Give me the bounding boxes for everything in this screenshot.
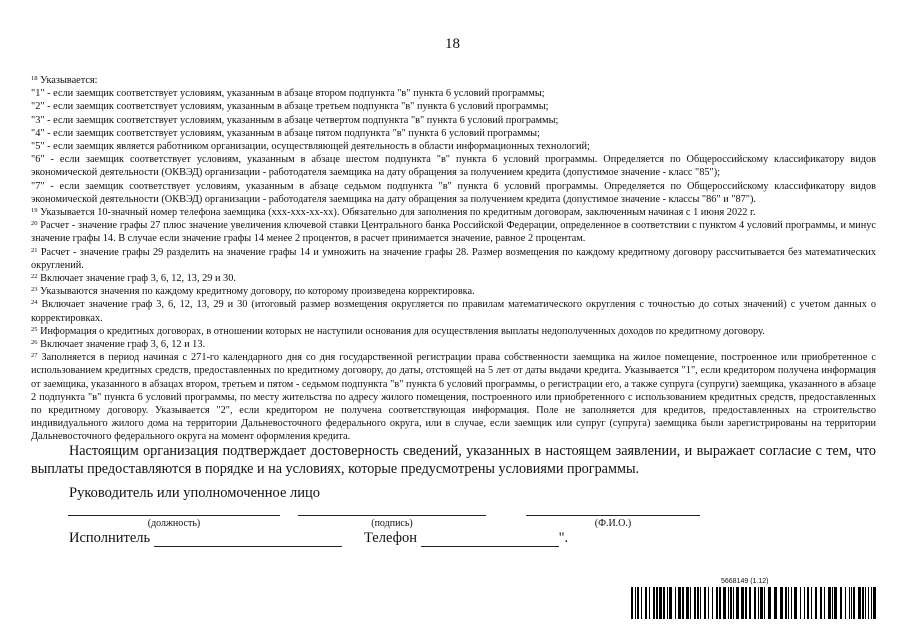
footnote — [31, 298, 876, 324]
footnote — [31, 272, 876, 285]
barcode — [631, 587, 877, 619]
footnote-text: Расчет - значение графы 27 плюс значение увеличения ключевой ставки Центрального банка Российской Федерации, определенное в соответствии с пунктом 4 условий программы, и минус значение графы 14. В случае если значение графы 14 менее 2 процентов, в расчет принимается значение, равное 2 процентам. — [31, 220, 877, 245]
confirmation-statement: Настоящим организация подтверждает достоверность сведений, указанных в настоящем заявлении, и выражает согласие с тем, что выплаты предоставляются в порядке и на условиях, которые предусмотрены условиями программы. — [31, 443, 876, 477]
footnote-mark: 22 — [31, 273, 38, 281]
name-line — [526, 515, 700, 516]
footnote-text: Информация о кредитных договорах, в отношении которых не наступили основания для осуществления выплаты недополученных доходов по кредитному договору. — [40, 325, 765, 337]
footnote-text: "5" - если заемщик является работником организации, осуществляющей деятельность в области информационных технологий; — [31, 141, 590, 153]
footnote — [31, 140, 876, 153]
footnote-mark: 24 — [31, 299, 38, 307]
footnote-mark: 20 — [31, 220, 38, 228]
footnote-text: Указывается 10-значный номер телефона заемщика (ххх-ххх-хх-хх). Обязательно для заполнения по кредитным договорам, заключенным начиная с 1 июня 2022 г. — [40, 207, 756, 219]
footnote — [31, 100, 876, 113]
footnote — [31, 219, 876, 245]
footnote-text: Включает значение граф 3, 6, 12 и 13. — [40, 339, 206, 351]
page-number: 18 — [445, 36, 460, 52]
footnote-mark: 27 — [31, 352, 38, 360]
position-line — [68, 515, 280, 516]
footnote — [31, 153, 876, 179]
footnote-text: Включает значение граф 3, 6, 12, 13, 29 и 30. — [40, 273, 236, 285]
footnote — [31, 114, 876, 127]
footnote-text: "4" - если заемщик соответствует условиям, указанным в абзаце пятом подпункта "в" пункта 6 условий программы; — [31, 127, 540, 139]
footnote-text: "7" - если заемщик соответствует условиям, указанным в абзаце седьмом подпункта "в" пункта 6 условий программы. Определяется по Общероссийскому классификатору видов экономической деятельности (ОКВЭД) организации - работодателя заемщика на дату обращения за получением кредита (допустимое значение - классы "86" и "87"). — [31, 180, 876, 205]
footnote-mark: 26 — [31, 339, 38, 347]
footnote-mark: 21 — [31, 246, 38, 254]
footnote — [31, 325, 876, 338]
phone-suffix: ". — [558, 530, 569, 546]
footnote-text: "6" - если заемщик соответствует условиям, указанным в абзаце шестом подпункта "в" пункта 6 условий программы. Определяется по Общероссийскому классификатору видов экономической деятельности (ОКВЭД) организации - работодателя заемщика на дату обращения за получением кредита (допустимое значение - класс "85"); — [31, 154, 876, 179]
footnote — [31, 180, 876, 206]
footnote-text: Указываются значения по каждому кредитному договору, по которому произведена корректировка. — [40, 286, 475, 298]
phone-label: Телефон — [364, 530, 417, 546]
barcode-number: 5668149 (1.12) — [721, 578, 769, 585]
footnote — [31, 246, 876, 272]
footnote-mark: 23 — [31, 286, 38, 294]
phone-line — [421, 532, 559, 547]
footnote-mark: 19 — [31, 207, 38, 215]
footnote — [31, 206, 876, 219]
executor-line — [154, 532, 342, 547]
footnote-text: Указывается: — [40, 75, 98, 86]
footnote — [31, 285, 876, 298]
footnote-text: "3" - если заемщик соответствует условиям, указанным в абзаце четвертом подпункта "в" пункта 6 условий программы; — [31, 114, 559, 126]
signature-caption: (подпись) — [371, 518, 413, 529]
signature-line — [298, 515, 486, 516]
footnote-text: "2" - если заемщик соответствует условиям, указанным в абзаце третьем подпункта "в" пункта 6 условий программы; — [31, 101, 549, 113]
footnote-mark: 25 — [31, 325, 38, 333]
footnote — [31, 351, 876, 443]
footnote-text: Расчет - значение графы 29 разделить на значение графы 14 и умножить на значение графы 28. Размер возмещения по каждому кредитному договору рассчитывается без математических округлений. — [31, 246, 876, 271]
footnote — [31, 74, 876, 87]
position-caption: (должность) — [147, 518, 201, 529]
footnote-text: Заполняется в период начиная с 271-го календарного дня со дня государственной регистрации права собственности заемщика на жилое помещение, построенное или приобретенное с использованием кредитных средств, предоставленных по кредитному договору, до даты, отстоящей на 5 лет от даты выдачи кредита. Указывается "1", если кредитором получена информация от заемщика, указанного в абзацах втором, третьем и пятом - седьмом подпункта "в" пункта 6 условий программы, о регистрации его, а также супруга (супруги) заемщика, указанного в абзаце 2 подпункта "в" пункта 6 условий программы, по месту жительства по адресу жилого помещения, построенного или приобретенного с использованием кредитных средств, предоставленных по кредитному договору. Указывается "2", если кредитором не получена соответствующая информация. Поле не заполняется для кредитов, предоставленных на строительство индивидуального жилого дома на территории Дальневосточного федерального округа, или в случае, если заемщик или супруг (супруга) заемщика были зарегистрированы на территории Дальневосточного федерального округа на момент оформления кредита. — [31, 352, 876, 443]
footnotes — [31, 74, 876, 444]
footnote — [31, 87, 876, 100]
executor-row — [69, 530, 342, 547]
head-label: Руководитель или уполномоченное лицо — [69, 485, 321, 501]
footnote-mark: 18 — [31, 75, 38, 82]
footnote — [31, 338, 876, 351]
name-caption: (Ф.И.О.) — [594, 518, 632, 529]
footnote — [31, 127, 876, 140]
footnote-text: "1" - если заемщик соответствует условиям, указанным в абзаце втором подпункта "в" пункта 6 условий программы; — [31, 88, 545, 100]
footnote-text: Включает значение граф 3, 6, 12, 13, 29 и 30 (итоговый размер возмещения округляется по правилам математического округления с точностью до сотых значений) с учетом данных о корректировках. — [31, 299, 876, 324]
phone-row — [364, 530, 568, 547]
executor-label: Исполнитель — [69, 530, 151, 546]
